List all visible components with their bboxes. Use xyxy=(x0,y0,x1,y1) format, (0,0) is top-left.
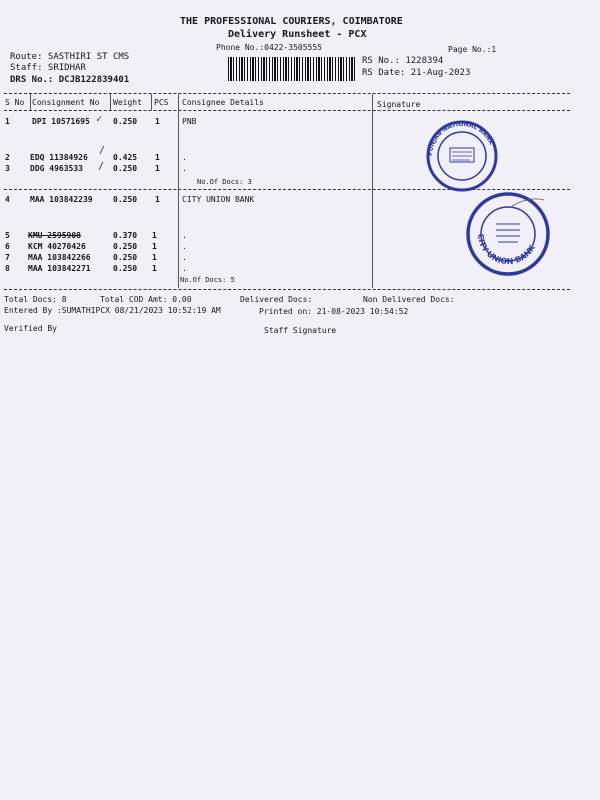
row-consignment: MAA 103842271 xyxy=(28,264,91,273)
row-consignee: CITY UNION BANK xyxy=(182,195,255,204)
row-pcs: 1 xyxy=(155,195,160,204)
col-divider xyxy=(372,94,373,288)
slash-mark: / xyxy=(98,161,105,172)
row-sno: 1 xyxy=(5,117,10,126)
col-divider xyxy=(30,94,31,110)
row-consignment: KMU 2595908 xyxy=(28,231,81,240)
stamp-text: PUNJAB NATIONAL BANK xyxy=(426,120,495,157)
row-sno: 6 xyxy=(5,242,10,251)
total-cod-amount: Total COD Amt: 0.00 xyxy=(100,295,192,304)
row-weight: 0.370 xyxy=(113,231,138,240)
svg-text:CITY UNION BANK xyxy=(476,233,537,266)
rs-date: RS Date: 21-Aug-2023 xyxy=(362,68,471,78)
row-consignee: . xyxy=(182,253,187,262)
row-weight: 0.250 xyxy=(113,117,138,126)
row-consignment: DDG 4963533 xyxy=(30,164,83,173)
row-consignment: DPI 10571695 xyxy=(32,117,90,126)
col-pcs: PCS xyxy=(154,98,169,107)
row-consignee: PNB xyxy=(182,117,197,126)
row-consignee: . xyxy=(182,164,187,173)
col-divider xyxy=(110,94,111,110)
row-sno: 5 xyxy=(5,231,10,240)
runsheet-title: Delivery Runsheet - PCX xyxy=(228,29,367,40)
col-sno: S No xyxy=(5,98,25,107)
row-sno: 2 xyxy=(5,153,10,162)
header-bottom-rule xyxy=(4,110,570,111)
staff-label: Staff: SRIDHAR xyxy=(10,63,86,73)
rs-number: RS No.: 1228394 xyxy=(362,56,444,66)
tick-mark: ✓ xyxy=(96,114,103,125)
staff-signature: Staff Signature xyxy=(264,326,337,335)
row-consignee: . xyxy=(182,231,187,240)
header-top-rule xyxy=(4,93,570,94)
row-consignment: EDQ 11384926 xyxy=(30,153,88,162)
row-pcs: 1 xyxy=(152,242,157,251)
group-rule xyxy=(4,289,570,290)
col-consignee: Consignee Details xyxy=(182,98,264,107)
route-label: Route: SASTHIRI ST CMS xyxy=(10,52,130,62)
phone-number: Phone No.:0422-3505555 xyxy=(216,43,322,52)
slash-mark: / xyxy=(99,145,106,156)
group-doc-count: No.Of Docs: 3 xyxy=(197,178,252,186)
row-pcs: 1 xyxy=(155,164,160,173)
row-consignment: MAA 103842239 xyxy=(30,195,93,204)
row-consignee: . xyxy=(182,242,187,251)
verified-by: Verified By xyxy=(4,324,57,333)
col-divider xyxy=(151,94,152,110)
page-number: Page No.:1 xyxy=(448,45,497,54)
row-consignment: KCM 40270426 xyxy=(28,242,86,251)
row-consignment: MAA 103842266 xyxy=(28,253,91,262)
delivered-docs: Delivered Docs: xyxy=(240,295,313,304)
row-sno: 8 xyxy=(5,264,10,273)
col-weight: Weight xyxy=(113,98,142,107)
row-pcs: 1 xyxy=(152,231,157,240)
row-pcs: 1 xyxy=(152,264,157,273)
group-doc-count: No.Of Docs: 5 xyxy=(180,276,235,284)
row-weight: 0.250 xyxy=(113,264,138,273)
drs-number: DRS No.: DCJB122839401 xyxy=(10,75,130,85)
stamp-text: CITY UNION BANK xyxy=(475,233,537,267)
row-sno: 3 xyxy=(5,164,10,173)
row-weight: 0.250 xyxy=(113,253,138,262)
pnb-stamp xyxy=(420,116,504,194)
barcode-image xyxy=(228,57,356,81)
row-pcs: 1 xyxy=(155,153,160,162)
row-consignee: . xyxy=(182,264,187,273)
row-sno: 4 xyxy=(5,195,10,204)
row-pcs: 1 xyxy=(155,117,160,126)
company-name: THE PROFESSIONAL COURIERS, COIMBATORE xyxy=(180,16,403,27)
row-pcs: 1 xyxy=(152,253,157,262)
row-weight: 0.425 xyxy=(113,153,138,162)
col-consignment: Consignment No xyxy=(32,98,100,107)
row-consignee: . xyxy=(182,153,187,162)
row-weight: 0.250 xyxy=(113,164,138,173)
row-sno: 7 xyxy=(5,253,10,262)
col-divider xyxy=(178,94,179,288)
total-docs: Total Docs: 8 xyxy=(4,295,67,304)
non-delivered-docs: Non Delivered Docs: xyxy=(363,295,455,304)
printed-on: Printed on: 21-08-2023 10:54:52 xyxy=(259,307,409,316)
entered-by: Entered By :SUMATHIPCX 08/21/2023 10:52:19 AM xyxy=(4,306,221,315)
city-union-bank-stamp xyxy=(460,186,556,282)
row-weight: 0.250 xyxy=(113,242,138,251)
col-signature: Signature xyxy=(377,100,421,109)
row-weight: 0.250 xyxy=(113,195,138,204)
svg-text:PUNJAB NATIONAL BANK xyxy=(427,121,495,156)
